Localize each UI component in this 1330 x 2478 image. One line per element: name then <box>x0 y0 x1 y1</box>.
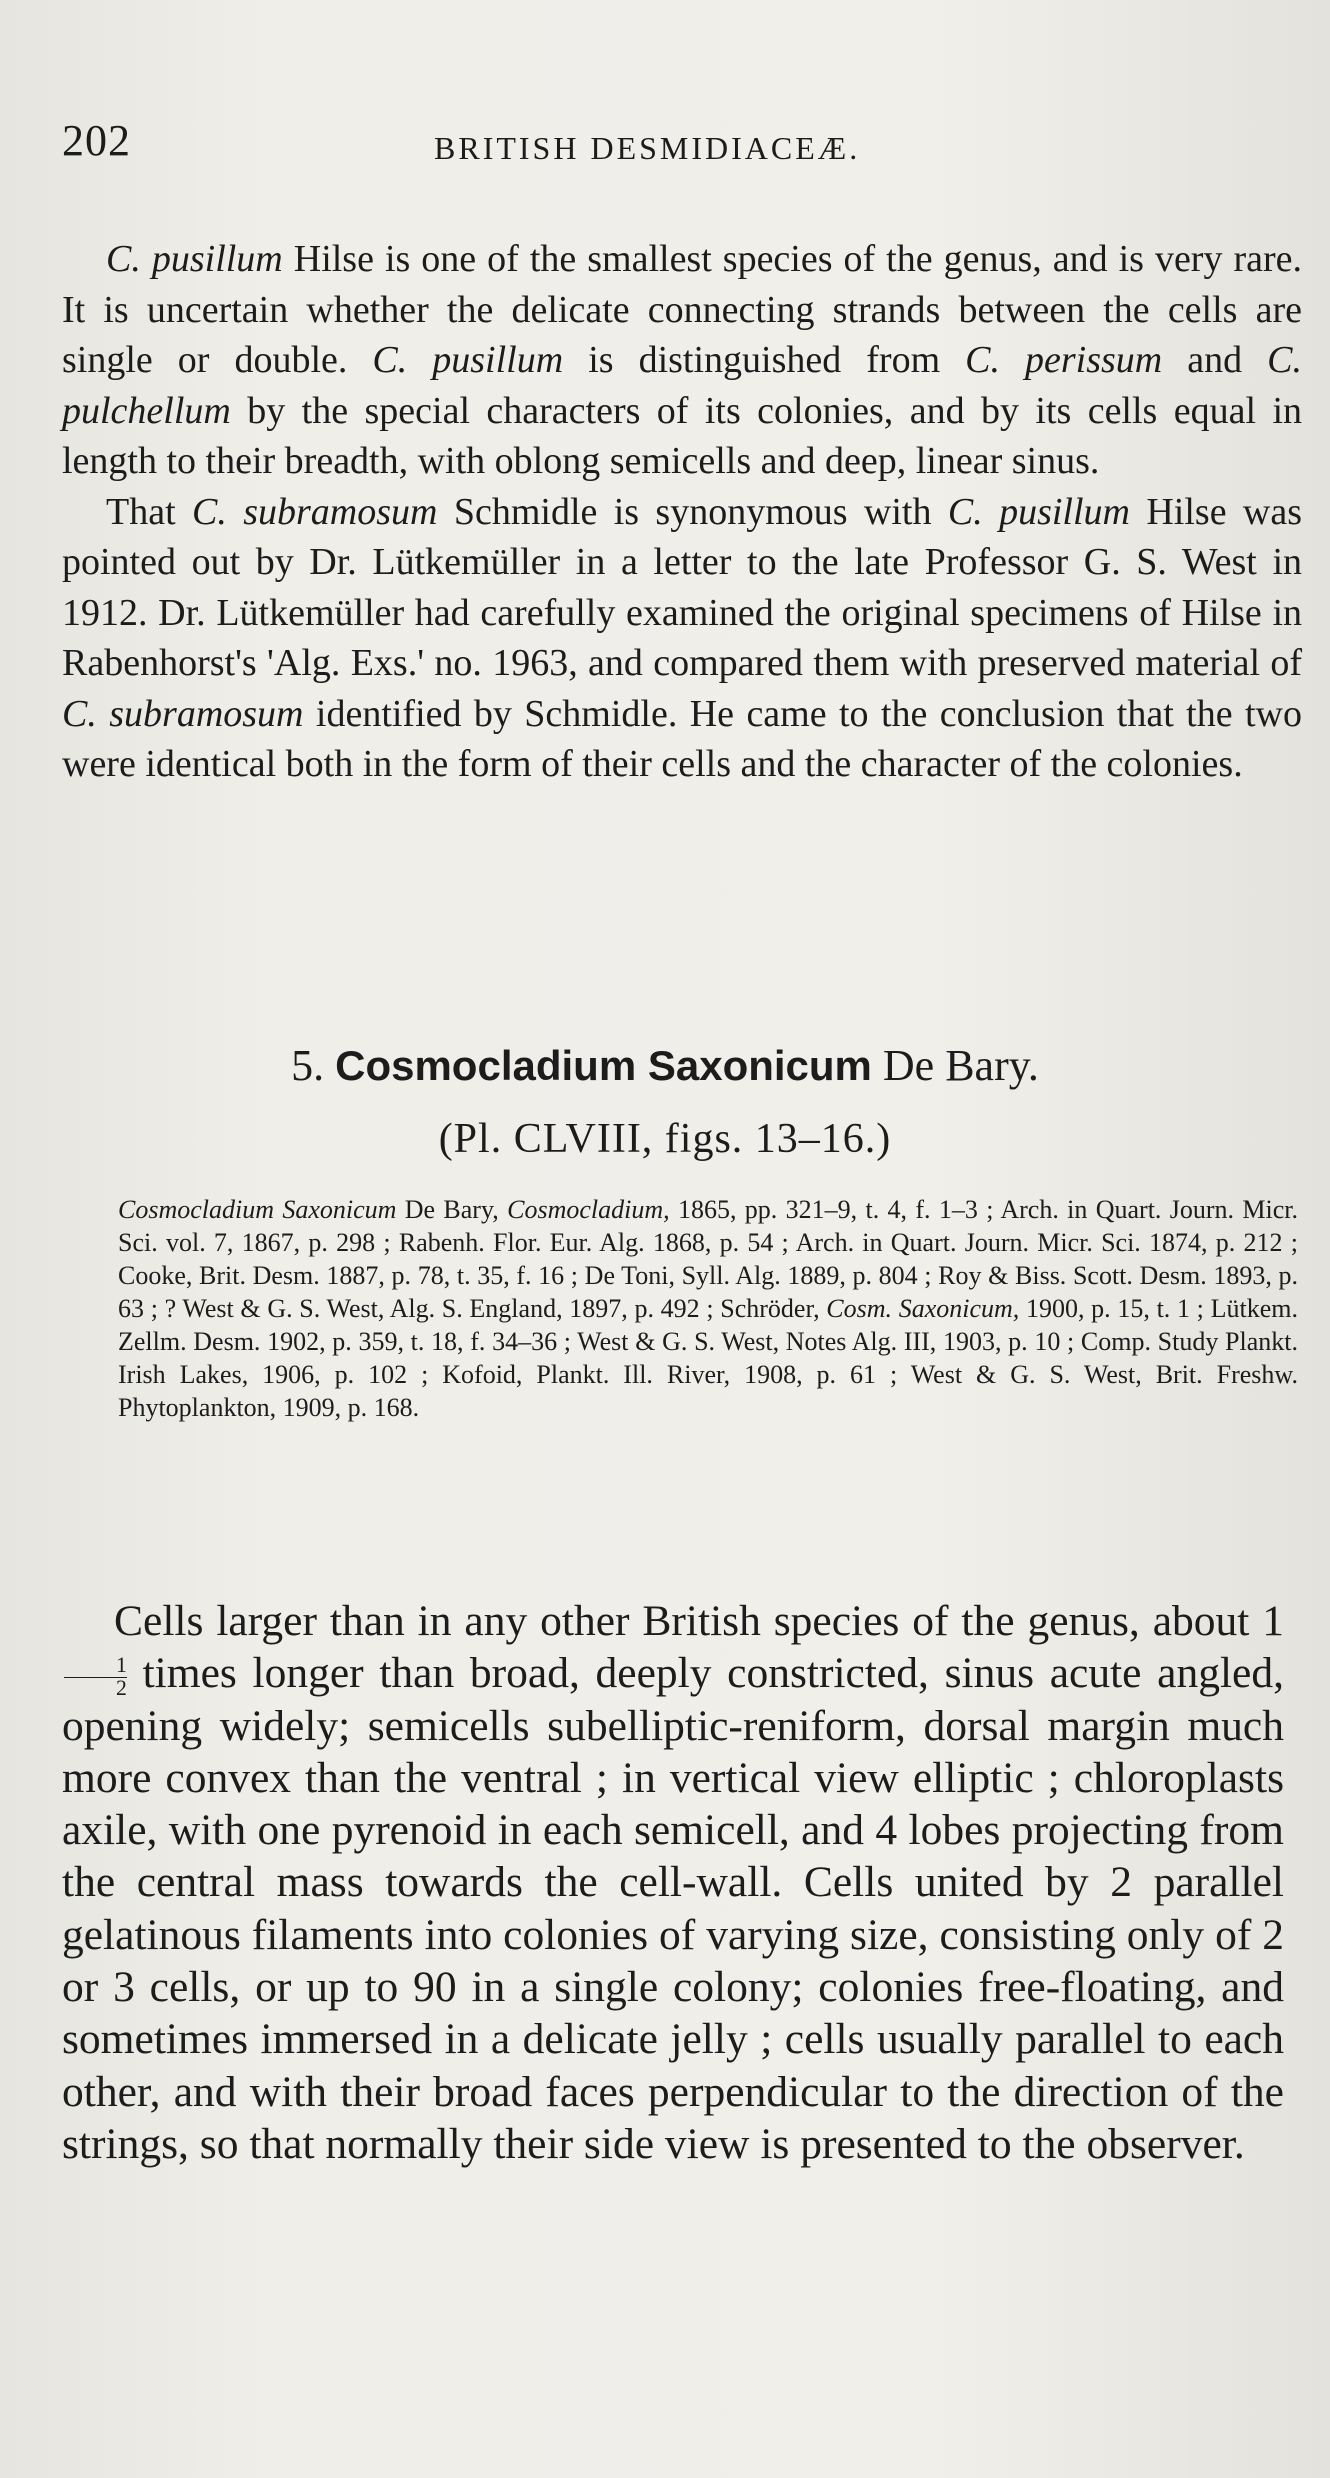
taxon-name: C. pusillum <box>372 339 564 381</box>
paragraph-pusillum <box>62 234 1302 487</box>
species-number: 5. <box>291 1041 325 1090</box>
text-run: Cells larger than in any other British species of the genus, about 1 <box>114 1597 1284 1645</box>
taxon-name: C. subramosum <box>62 692 304 735</box>
work-title: Cosm. Saxonicum, <box>826 1294 1020 1323</box>
taxon-name: C. pulchellum <box>62 339 1302 432</box>
fraction-one-half <box>64 1655 127 1700</box>
work-title: Cosmocladium, <box>507 1195 670 1224</box>
text-run: 1865, pp. 321–9, t. 4, f. 1–3 ; Arch. in Quart. Journ. Micr. Sci. vol. 7, 1867, p. 298 ; Rabenh. Flor. Eur. Alg. 1868, p. 54 ; Arch. in Quart. Journ. Micr. Sci. 1874, p. 212 ; Cooke, Brit. Desm. 1887, p. 78, t. 35, f. 16 ; De Toni, Syll. Alg. 1889, p. 804 ; Roy & Biss. Scott. Desm. 1893, p. 63 ; ? West & G. S. West, Alg. S. England, 1897, p. 492 ; Schröder, <box>118 1195 1298 1323</box>
species-name: Cosmocladium Saxonicum <box>335 1042 872 1089</box>
fraction-numerator: 1 <box>64 1655 127 1678</box>
text-run: Hilse is one of the smallest species of the genus, and is very rare. It is uncertain whether the delicate connecting strands between the cells are single or double. <box>62 238 1303 381</box>
text-run: That <box>106 490 192 533</box>
text-run: is distinguished from <box>563 339 966 381</box>
text-run: and <box>1162 339 1268 381</box>
paragraph-subramosum <box>62 487 1302 790</box>
text-run: Schmidle is synonymous with <box>437 490 948 533</box>
synonymy-block <box>118 1193 1298 1424</box>
taxon-name: Cosmocladium Saxonicum <box>118 1195 397 1224</box>
species-description <box>62 1595 1284 2170</box>
species-author: De Bary. <box>882 1041 1039 1090</box>
intro-text <box>62 234 1302 790</box>
page-number: 202 <box>62 116 131 165</box>
text-run: Hilse was pointed out by Dr. Lütkemüller in a letter to the late Professor G. S. West in 1912. Dr. Lütkemüller had carefully examined the original specimens of Hilse in Rabenhorst's 'Alg. Exs.' no. 1963, and compared them with preserved material of <box>62 490 1303 684</box>
taxon-name: C. pusillum <box>106 238 283 280</box>
running-title: BRITISH DESMIDIACEÆ. <box>434 130 861 166</box>
text-run: 1900, p. 15, t. 1 ; Lütkem. Zellm. Desm. 1902, p. 359, t. 18, f. 34–36 ; West & G. S. West, Notes Alg. III, 1903, p. 10 ; Comp. Study Plankt. Irish Lakes, 1906, p. 102 ; Kofoid, Plankt. Ill. River, 1908, p. 61 ; West & G. S. West, Brit. Freshw. Phytoplankton, 1909, p. 168. <box>118 1294 1298 1422</box>
plate-reference: (Pl. CLVIII, figs. 13–16.) <box>438 1116 892 1162</box>
text-run: identified by Schmidle. He came to the conclusion that the two were identical both in the form of their cells and the character of the colonies. <box>62 692 1302 785</box>
text-run: De Bary, <box>396 1195 508 1224</box>
taxon-name: C. pusillum <box>947 490 1130 533</box>
taxon-name: C. subramosum <box>192 490 438 533</box>
text-run: by the special characters of its colonies, and by its cells equal in length to their breadth, with oblong semicells and deep, linear sinus. <box>62 389 1302 482</box>
species-heading <box>0 1040 1330 1091</box>
fraction-denominator: 2 <box>116 1675 127 1700</box>
taxon-name: C. perissum <box>965 339 1163 381</box>
text-run: times longer than broad, deeply constricted, sinus acute angled, opening widely; semicells subelliptic-reniform, dorsal margin much more convex than the ventral ; in vertical view elliptic ; chloroplasts axile, with one pyrenoid in each semicell, and 4 lobes projecting from the central mass towards the cell-wall. Cells united by 2 parallel gelatinous filaments into colonies of varying size, consisting only of 2 or 3 cells, or up to 90 in a single colony; colonies free-floating, and sometimes immersed in a delicate jelly ; cells usually parallel to each other, and with their broad faces perpendicular to the direction of the strings, so that normally their side view is presented to the observer. <box>62 1649 1284 2168</box>
